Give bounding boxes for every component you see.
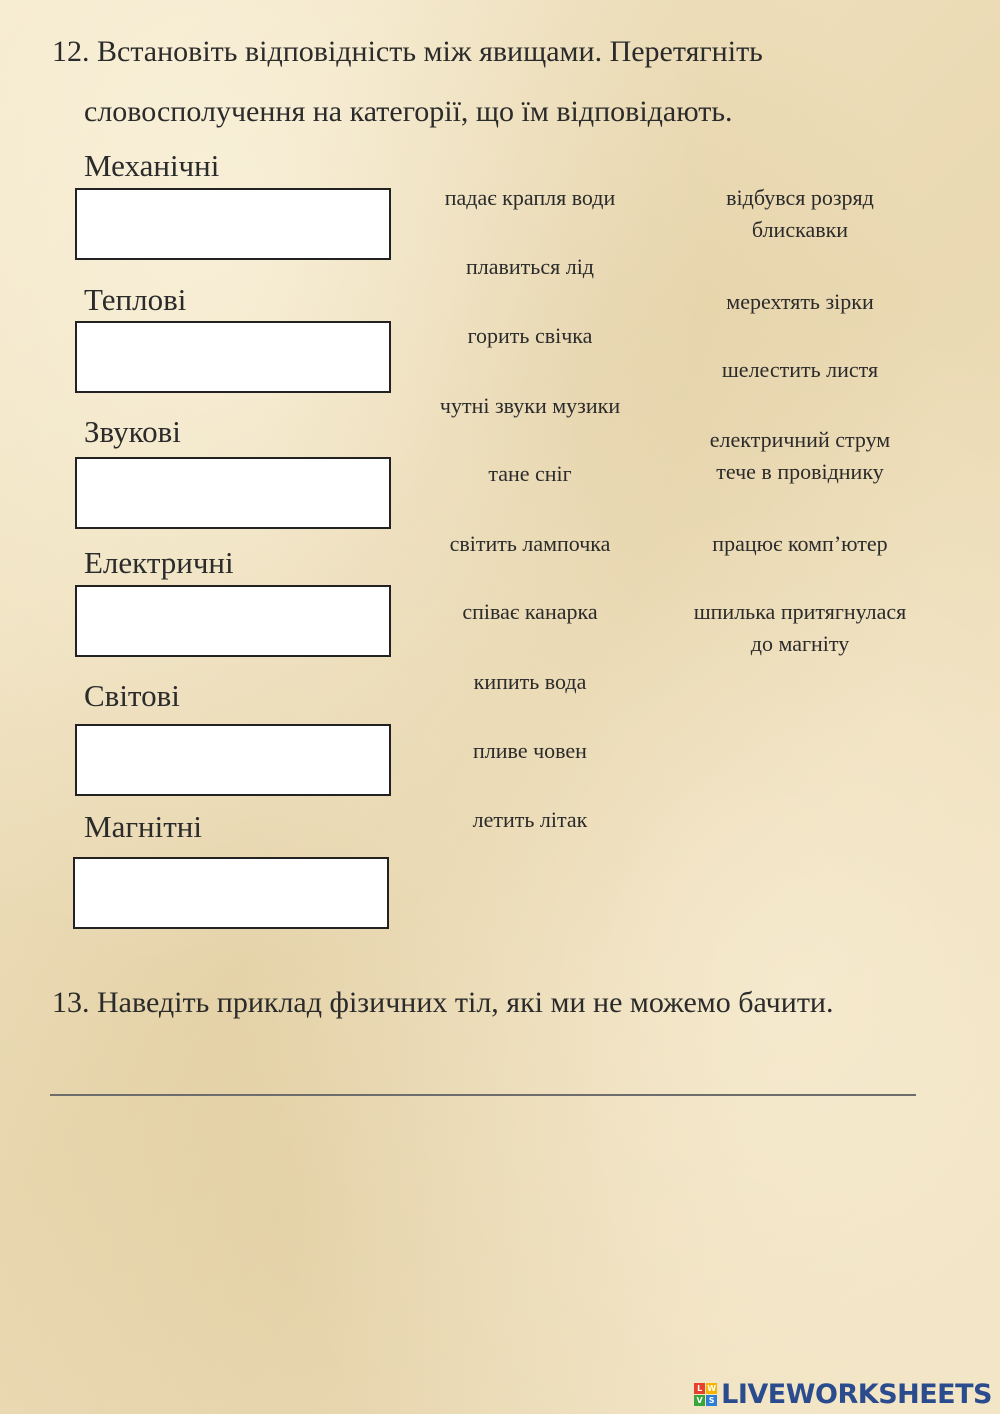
question-12-title — [52, 22, 932, 142]
draggable-phrase[interactable] — [660, 354, 940, 386]
draggable-phrase[interactable] — [660, 424, 940, 488]
draggable-phrase-line: працює комп’ютер — [712, 531, 888, 556]
draggable-phrase[interactable]: світить лампочка — [449, 531, 611, 556]
category-label-electric: Електричні — [84, 545, 234, 580]
draggable-phrase-line: до магніту — [750, 631, 850, 656]
draggable-phrase-line: мерехтять зірки — [726, 289, 874, 314]
draggable-phrase[interactable] — [660, 528, 940, 560]
drop-box-sound[interactable] — [75, 457, 391, 529]
drop-box-light[interactable] — [75, 724, 391, 796]
draggable-phrase[interactable]: пливе човен — [473, 738, 587, 763]
draggable-phrase-line: електричний струм — [709, 427, 891, 452]
logo-letter: S — [706, 1395, 717, 1406]
category-label-light: Світові — [84, 678, 180, 713]
drop-box-electric[interactable] — [75, 585, 391, 657]
answer-line[interactable] — [50, 1094, 916, 1096]
draggable-phrase[interactable]: плавиться лід — [466, 254, 594, 279]
draggable-phrase-line: тече в провіднику — [716, 459, 884, 484]
question-13-title: 13. Наведіть приклад фізичних тіл, які ми не можемо бачити. — [52, 986, 834, 1019]
draggable-phrase-line: шелестить листя — [721, 357, 879, 382]
question-12-line-2: словосполучення на категорії, що їм відповідають. — [84, 95, 733, 128]
drop-box-mechanical[interactable] — [75, 188, 391, 260]
draggable-phrase-line: відбувся розряд — [726, 185, 874, 210]
drop-box-thermal[interactable] — [75, 321, 391, 393]
draggable-phrase-line: блискавки — [751, 217, 849, 242]
category-label-mechanical: Механічні — [84, 148, 220, 183]
draggable-phrase-line: шпилька притягнулася — [693, 599, 907, 624]
drop-box-magnetic[interactable] — [73, 857, 389, 929]
category-label-magnetic: Магнітні — [84, 809, 202, 844]
draggable-phrase[interactable] — [660, 286, 940, 318]
question-12-line-1: 12. Встановіть відповідність між явищами. Перетягніть — [52, 35, 763, 68]
category-label-thermal: Теплові — [84, 282, 187, 317]
logo-letter: L — [694, 1383, 705, 1394]
draggable-phrase[interactable]: кипить вода — [473, 669, 587, 694]
draggable-phrase[interactable]: співає канарка — [462, 599, 598, 624]
logo-text: LIVEWORKSHEETS — [721, 1378, 992, 1410]
draggable-phrase[interactable]: чутні звуки музики — [439, 393, 621, 418]
draggable-phrase[interactable]: летить літак — [472, 807, 588, 832]
draggable-phrase[interactable]: горить свічка — [467, 323, 593, 348]
draggable-phrase[interactable] — [660, 596, 940, 660]
logo-letter: W — [707, 1383, 717, 1393]
draggable-phrase[interactable]: тане сніг — [488, 461, 572, 486]
draggable-phrase[interactable]: падає крапля води — [444, 185, 616, 210]
logo-mark-icon — [694, 1383, 717, 1406]
liveworksheets-logo — [694, 1377, 992, 1411]
category-label-sound: Звукові — [84, 414, 181, 449]
draggable-phrase[interactable] — [660, 182, 940, 246]
logo-letter: V — [694, 1395, 705, 1406]
